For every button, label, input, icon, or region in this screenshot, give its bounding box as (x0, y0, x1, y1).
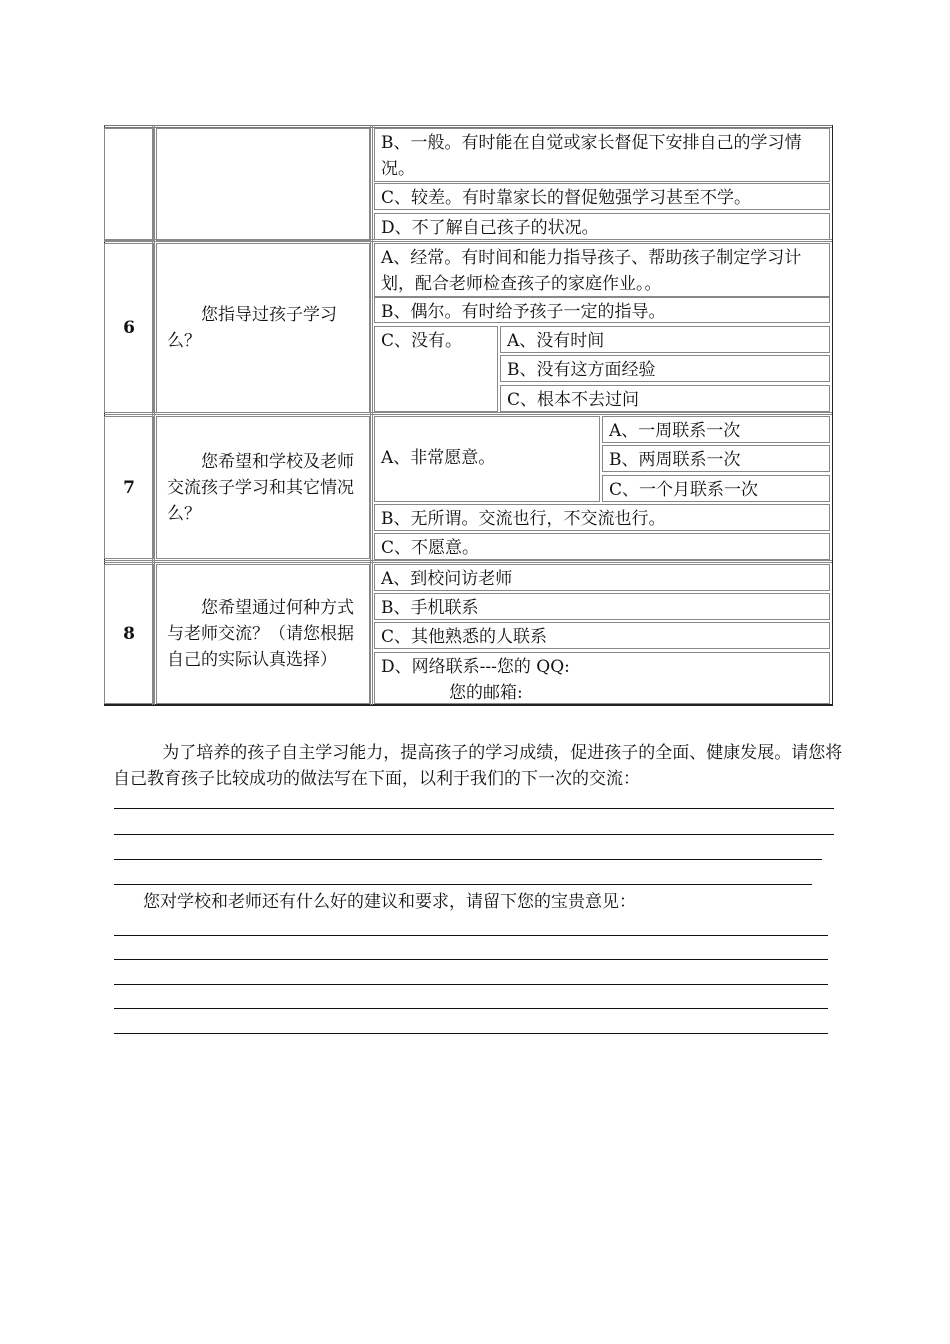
suggestion-line[interactable] (114, 984, 828, 985)
option-c: C、不愿意。 (374, 533, 830, 560)
sub-option-a: A、一周联系一次 (602, 416, 830, 443)
suggestion-line[interactable] (114, 935, 828, 936)
option-d (374, 652, 830, 704)
option-b: B、无所谓。交流也行，不交流也行。 (374, 504, 830, 531)
question-number: 7 (104, 416, 154, 559)
row-divider (104, 239, 832, 242)
answer-line[interactable] (114, 808, 834, 809)
sub-option-c: C、根本不去过问 (500, 385, 830, 412)
sub-option-b: B、两周联系一次 (602, 445, 830, 472)
question-text: 您希望通过何种方式与老师交流？（请您根据自己的实际认真选择） (156, 564, 370, 704)
question-text (156, 128, 370, 241)
row-divider (104, 560, 832, 563)
option-b: B、一般。有时能在自觉或家长督促下安排自己的学习情况。 (374, 128, 830, 182)
sub-option-b: B、没有这方面经验 (500, 355, 830, 382)
instruction-paragraph: 为了培养的孩子自主学习能力，提高孩子的学习成绩，促进孩子的全面、健康发展。请您将自己教育孩子比较成功的做法写在下面，以利于我们的下一次的交流： (113, 743, 843, 789)
option-c: C、其他熟悉的人联系 (374, 622, 830, 649)
question-number: 6 (104, 243, 154, 413)
question-number: 8 (104, 564, 154, 704)
option-a: A、非常愿意。 (374, 416, 600, 502)
option-c: C、较差。有时靠家长的督促勉强学习甚至不学。 (374, 183, 830, 210)
suggestion-prompt: 您对学校和老师还有什么好的建议和要求，请留下您的宝贵意见： (143, 892, 636, 912)
suggestion-line[interactable] (114, 959, 828, 960)
answer-line[interactable] (114, 834, 834, 835)
email-label: 您的邮箱: (449, 683, 523, 703)
option-a: A、经常。有时间和能力指导孩子、帮助孩子制定学习计划，配合老师检查孩子的家庭作业。。 (374, 243, 830, 297)
sub-option-c: C、一个月联系一次 (602, 475, 830, 502)
row-divider (104, 412, 832, 415)
question-text: 您指导过孩子学习么？ (156, 243, 370, 413)
option-a: A、到校问访老师 (374, 564, 830, 591)
option-c: C、没有。 (374, 326, 498, 412)
option-d: D、不了解自己孩子的状况。 (374, 213, 830, 240)
option-b: B、手机联系 (374, 593, 830, 620)
suggestion-line[interactable] (114, 1008, 828, 1009)
column-divider (370, 125, 373, 705)
answer-line[interactable] (114, 884, 812, 885)
option-b: B、偶尔。有时给予孩子一定的指导。 (374, 297, 830, 323)
question-text: 您希望和学校及老师交流孩子学习和其它情况么？ (156, 416, 370, 559)
survey-table (104, 125, 832, 705)
qq-label: D、网络联系---您的 QQ: (381, 657, 570, 677)
answer-line[interactable] (114, 859, 822, 860)
suggestion-line[interactable] (114, 1033, 828, 1034)
sub-option-a: A、没有时间 (500, 326, 830, 353)
question-number (104, 128, 154, 241)
